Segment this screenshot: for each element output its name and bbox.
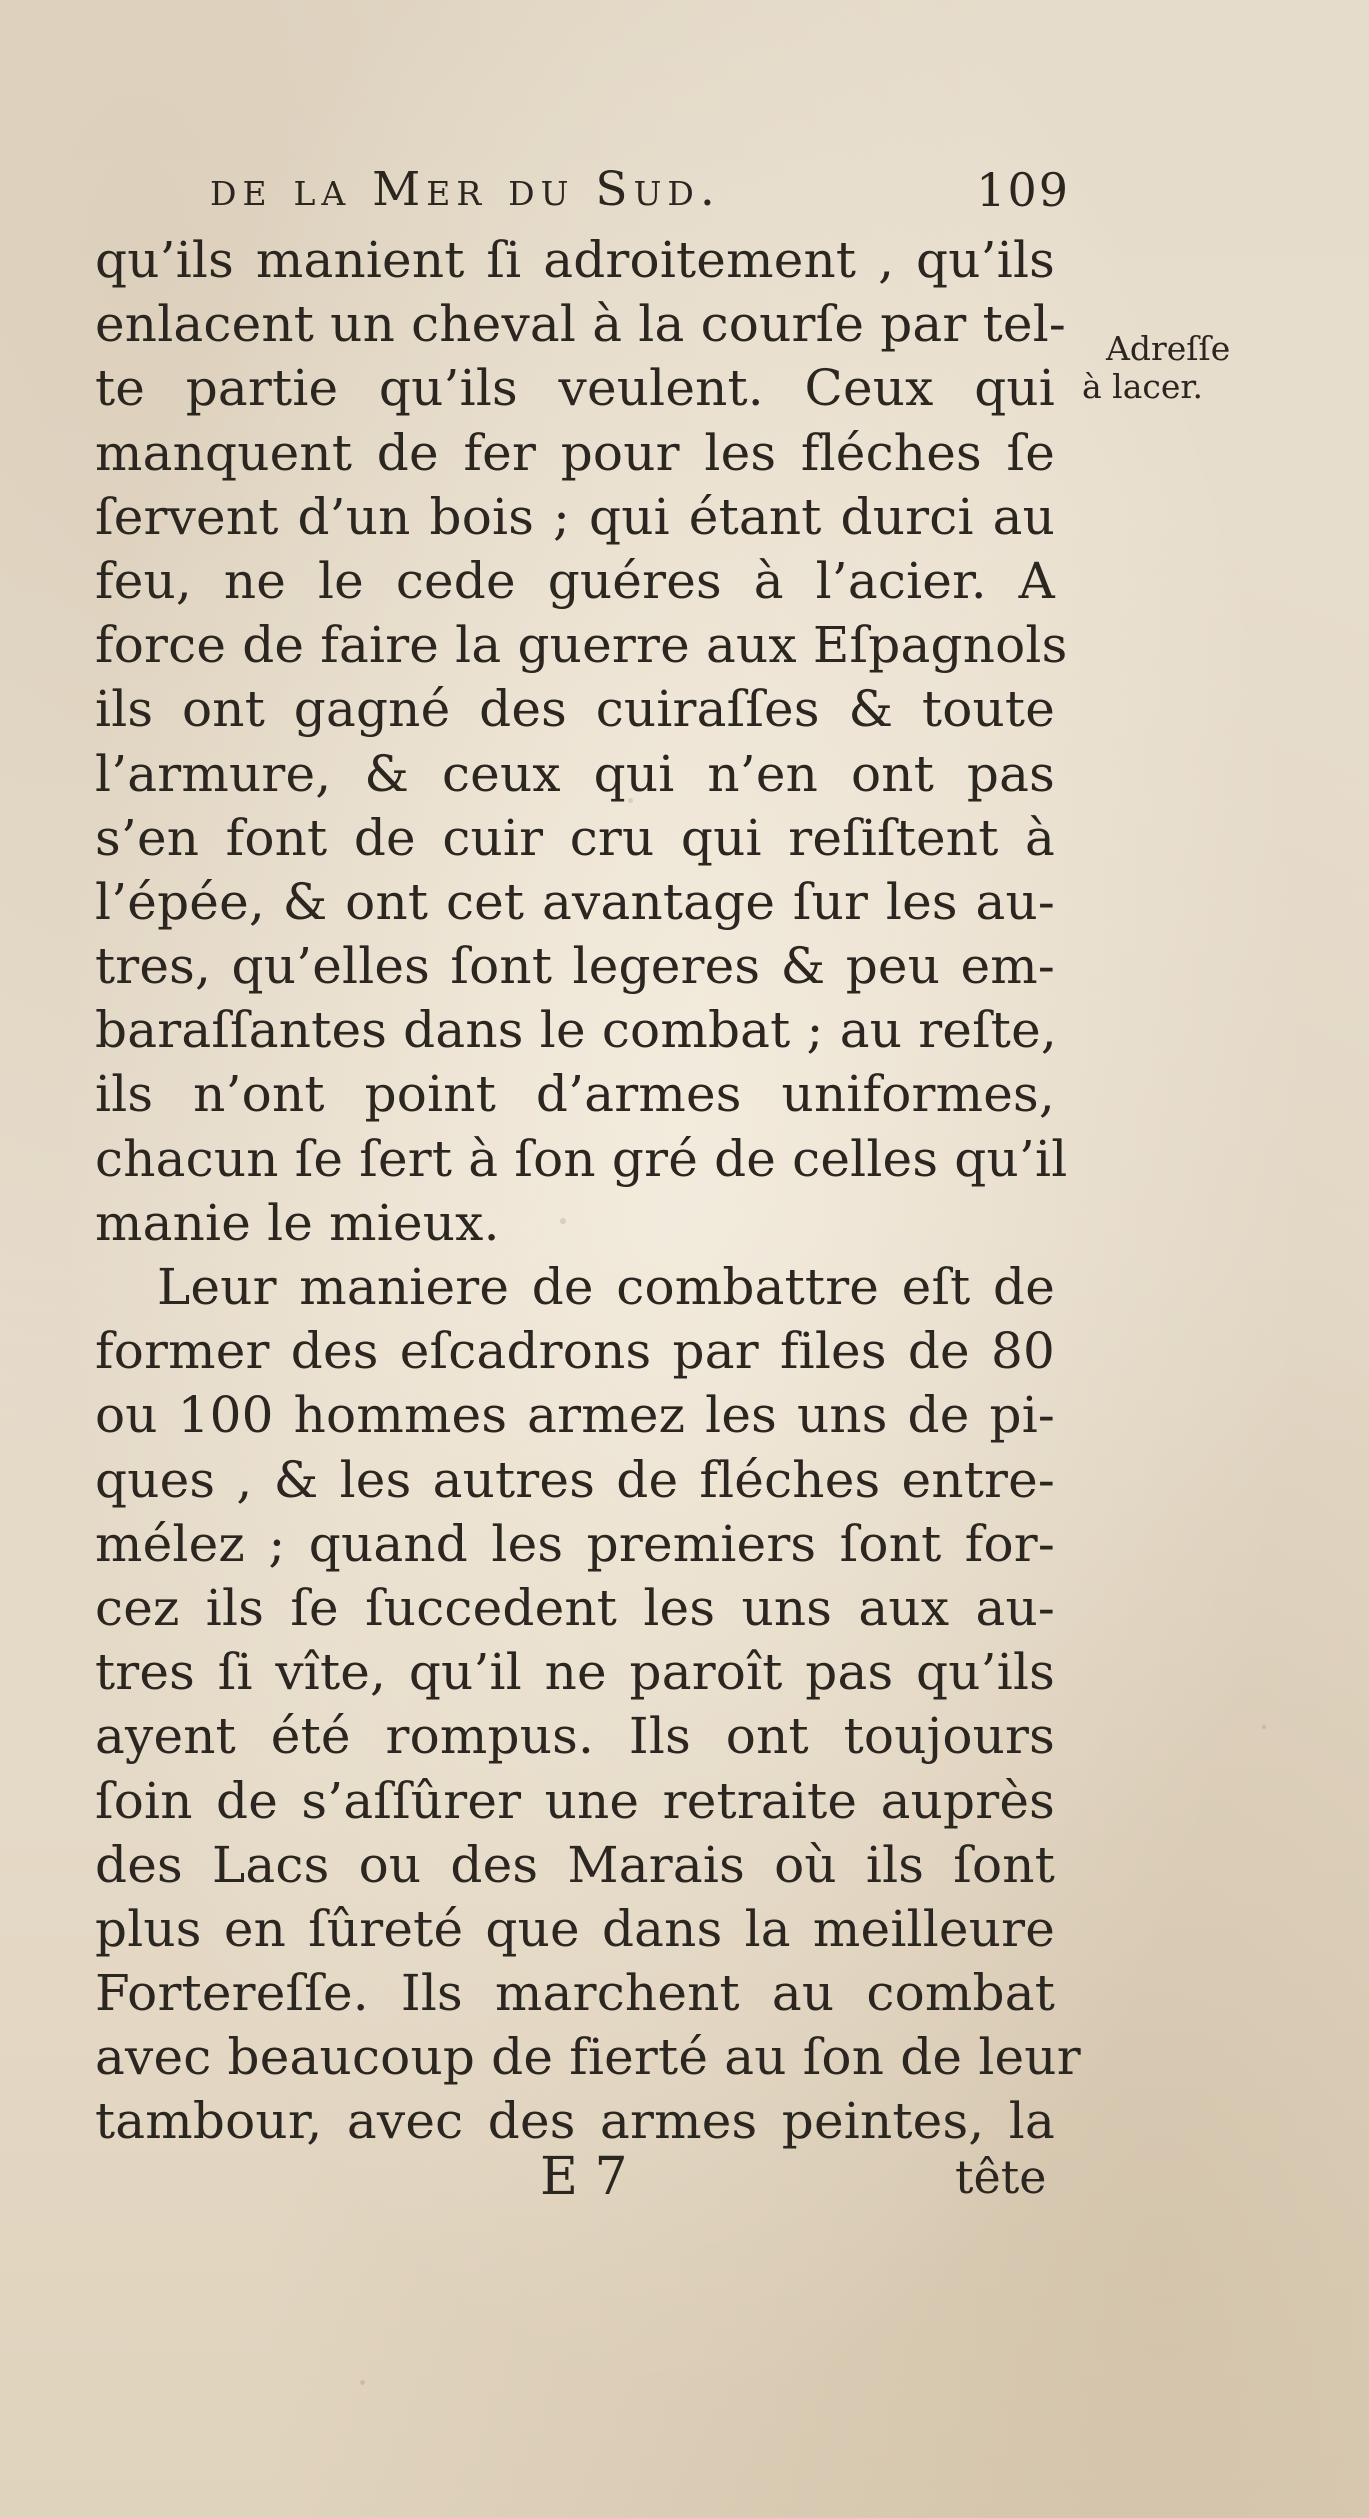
text-line: ou 100 hommes armez les uns de pi- (95, 1386, 1055, 1445)
marginal-note-line: à lacer. (1082, 367, 1204, 406)
paper-spot (1262, 1725, 1266, 1729)
text-line: enlacent un cheval à la courſe par tel- (95, 295, 1066, 354)
text-line: avec beaucoup de fierté au ſon de leur (95, 2028, 1081, 2087)
text-line: des Lacs ou des Marais où ils ſont (95, 1835, 1055, 1894)
text-line: manie le mieux. (95, 1193, 500, 1252)
text-line: ſervent d’un bois ; qui étant durci au (95, 487, 1055, 546)
text-line: ques , & les autres de fléches entre- (95, 1450, 1055, 1509)
text-line: force de faire la guerre aux Eſpagnols (95, 616, 1068, 675)
text-line: cez ils ſe ſuccedent les uns aux au- (95, 1578, 1055, 1637)
text-line: Leur maniere de combattre eſt de (157, 1258, 1055, 1316)
text-line: qu’ils manient ſi adroitement , qu’ils (95, 231, 1055, 289)
text-line: tres, qu’elles ſont legeres & peu em- (95, 937, 1055, 996)
text-line: tambour, avec des armes peintes, la (95, 2092, 1055, 2151)
text-line: Fortereſſe. Ils marchent au combat (95, 1964, 1055, 2023)
text-line: tres ſi vîte, qu’il ne paroît pas qu’ils (95, 1643, 1055, 1702)
running-head (190, 160, 1070, 220)
text-line: baraſſantes dans le combat ; au reſte, (95, 1001, 1057, 1060)
paper-spot (360, 2380, 365, 2385)
body-text (95, 228, 1081, 2154)
text-line: ſoin de s’aſſûrer une retraite auprès (95, 1771, 1055, 1830)
text-line: plus en ſûreté que dans la meilleure (95, 1899, 1055, 1958)
marginal-note-line: Adreſſe (1106, 329, 1231, 368)
text-line: chacun ſe ſert à ſon gré de celles qu’il (95, 1129, 1068, 1188)
text-line: mélez ; quand les premiers ſont for- (95, 1514, 1055, 1573)
text-line: former des eſcadrons par files de 80 (95, 1322, 1055, 1381)
text-line: l’épée, & ont cet avantage ſur les au- (95, 872, 1055, 931)
signature-mark: E 7 (540, 2147, 628, 2207)
text-line: ayent été rompus. Ils ont toujours (95, 1707, 1055, 1766)
text-line: ils n’ont point d’armes uniformes, (95, 1065, 1055, 1124)
running-title: de la Mer du Sud. (210, 162, 721, 217)
marginal-note (1082, 330, 1282, 406)
page-number: 109 (976, 163, 1070, 217)
text-line: l’armure, & ceux qui n’en ont pas (95, 744, 1055, 803)
text-line: feu, ne le cede guéres à l’acier. A (95, 551, 1055, 610)
text-line: te partie qu’ils veulent. Ceux qui (95, 359, 1055, 418)
text-line: manquent de fer pour les fléches ſe (95, 423, 1055, 482)
catchword: tête (955, 2150, 1047, 2204)
text-line: ils ont gagné des cuiraſſes & toute (95, 680, 1055, 739)
text-line: s’en font de cuir cru qui reſiſtent à (95, 808, 1055, 867)
